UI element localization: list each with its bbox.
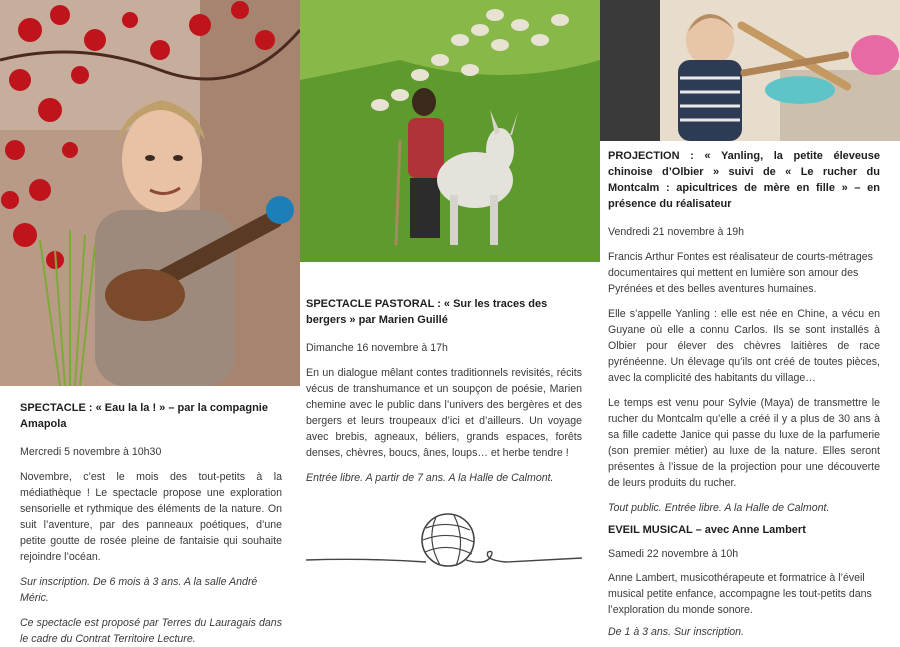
event-date: Dimanche 16 novembre à 17h [306, 342, 448, 354]
photo-ukulele-woman [0, 0, 300, 386]
photo-projection-child [600, 0, 900, 141]
event-info: Sur inscription. De 6 mois à 3 ans. A la salle André Méric. [20, 576, 258, 604]
event-info: Entrée libre. A partir de 7 ans. A la Halle de Calmont. [306, 472, 554, 484]
event-spectacle-pastoral [306, 296, 582, 486]
event-description-eveil-musical: Anne Lambert, musicothérapeute et formatrice à l’éveil musical petite enfance, accompagne les tout-petits dans l’exploration du monde sonore. [608, 572, 872, 616]
event-info-eveil-musical: De 1 à 3 ans. Sur inscription. [608, 626, 745, 638]
event-date-eveil-musical: Samedi 22 novembre à 10h [608, 548, 739, 560]
photo-spectacle-pastoral [300, 0, 600, 262]
event-date: Mercredi 5 novembre à 10h30 [20, 446, 162, 458]
event-projection-yanling [608, 148, 880, 640]
event-description: Novembre, c’est le mois des tout-petits à la médiathèque ! Le spectacle propose une exploration sensorielle et rythmique des éléments de la nature. On suit l’aventure, par des panneaux poétiques, d’une petite goutte de rosée pleine de fantaisie qui souhaite rejoindre l’océan. [20, 471, 282, 563]
event-description: En un dialogue mêlant contes traditionnels revisités, récits vécus de transhumance et un soupçon de poésie, Marien chemine avec le public dans l’univers des bergères et des bergers et leurs troupeaux d’ici et d’ailleurs. Un voyage avec brebis, agneaux, béliers, grands espaces, forêts denses, chèvres, boucs, ânes, loups… et herbe tendre ! [306, 367, 582, 459]
photo-spectacle-eau-la-la [0, 0, 300, 386]
event-info: Tout public. Entrée libre. A la Halle de Calmont. [608, 502, 830, 514]
yarn-ball-illustration [306, 500, 582, 580]
event-credit: Ce spectacle est proposé par Terres du Lauragais dans le cadre du Contrat Territoire Lecture. [20, 617, 282, 645]
event-date: Vendredi 21 novembre à 19h [608, 226, 745, 238]
photo-shepherd-donkey [300, 0, 600, 262]
event-title: PROJECTION : « Yanling, la petite éleveuse chinoise d’Olbier » suivi de « Le rucher du Montcalm : apicultrices de mère en fille » – en présence du réalisateur [608, 150, 880, 210]
event-title: SPECTACLE PASTORAL : « Sur les traces des bergers » par Marien Guillé [306, 298, 548, 326]
event-description-rucher: Le temps est venu pour Sylvie (Maya) de transmettre le rucher du Montcalm qu’elle a créé il y a plus de 30 ans à sa fille cadette Janice qui passe du luxe de la parfumerie (son premier métier) au luxe de la nature. Elles seront présentes à l’issue de la projection pour une découverte de leurs produits du rucher. [608, 397, 880, 489]
event-title: SPECTACLE : « Eau la la ! » – par la compagnie Amapola [20, 402, 268, 430]
photo-child-instruments [600, 0, 900, 141]
event-description-director: Francis Arthur Fontes est réalisateur de courts-métrages documentaires qui mettent en lumière son amour des Pyrénées et des belles aventures humaines. [608, 251, 873, 295]
event-title-eveil-musical: EVEIL MUSICAL – avec Anne Lambert [608, 524, 806, 536]
yarn-ball-icon [306, 500, 582, 580]
event-description-yanling: Elle s’appelle Yanling : elle est née en Chine, a vécu en Guyane où elle a connu Carlos. Ils se sont installés à Olbier pour élever des chèvres laitières de race pyrénéenne. Un élevage qu’ils ont créé de toutes pièces, avec la complicité des habitants du village… [608, 308, 880, 384]
event-spectacle-eau-la-la [20, 400, 282, 647]
